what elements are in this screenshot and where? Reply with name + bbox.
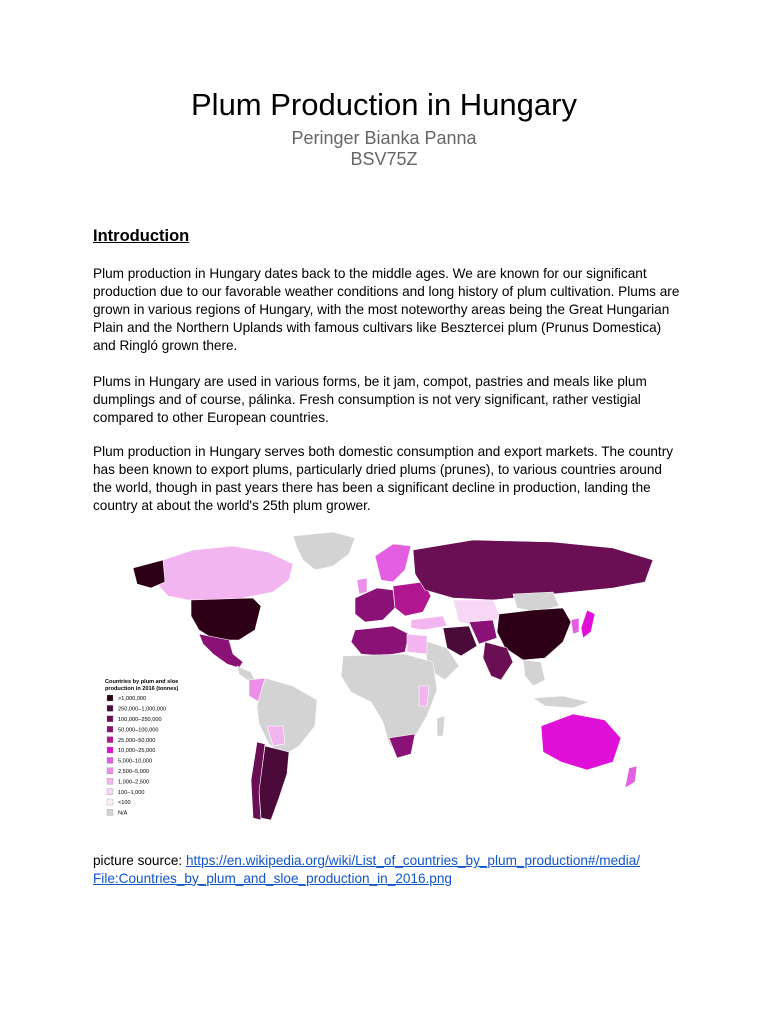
map-egypt (407, 634, 427, 654)
paragraph-3: Plum production in Hungary serves both domestic consumption and export markets. The country has been known to export plums, particularly dried plums (prunes), to various countries around the world, though in past years there has been a significant decline in production, landing the country at about the world's 25th plum grower. (93, 444, 674, 513)
map-madagascar (437, 716, 445, 736)
map-russia (413, 540, 653, 600)
section-heading: Introduction (93, 227, 190, 245)
map-uk (357, 578, 367, 594)
map-greenland (293, 532, 355, 570)
legend-swatch (107, 747, 113, 753)
map-alaska (133, 560, 165, 588)
map-scandinavia (375, 544, 411, 582)
source-label: picture source: (93, 853, 186, 868)
map-south-america (257, 678, 317, 756)
legend-title-line1: Countries by plum and sloe (105, 679, 179, 685)
map-east-africa (419, 686, 429, 706)
legend-label: 25,000–50,000 (118, 737, 156, 744)
paragraph-1: Plum production in Hungary dates back to the middle ages. We are known for our significant production due to our favorable weather conditions and long history of plum cultivation. Plums are grown in various regions of Hungary, with the most noteworthy areas being the Great Hungarian Plain and the Northern Uplands with famous cultivars like Besztercei plum (Prunus Domestica) and Ringló grown there. (93, 266, 680, 353)
legend-swatch (107, 705, 113, 711)
legend-label: <100 (118, 800, 131, 807)
map-usa (191, 598, 261, 640)
document-title: Plum Production in Hungary (191, 87, 577, 122)
source-link-line2: File:Countries_by_plum_and_sloe_production_in_2016.png (93, 870, 452, 886)
map-indonesia (533, 696, 589, 708)
map-korea (571, 618, 579, 634)
map-new-zealand (625, 766, 637, 788)
legend-label: 100–1,000 (118, 789, 145, 796)
legend-label: N/A (118, 810, 128, 817)
picture-source (93, 852, 693, 887)
map-japan (581, 610, 595, 638)
legend-label: 5,000–10,000 (118, 758, 153, 765)
map-south-africa (389, 734, 415, 758)
map-central-america (237, 666, 255, 680)
source-link-line1: https://en.wikipedia.org/wiki/List_of_countries_by_plum_production#/media/ (185, 853, 641, 868)
paragraph-2: Plums in Hungary are used in various forms, be it jam, compot, pastries and meals like plum dumplings and of course, pálinka. Fresh consumption is not very significant, rather vestigial compared to other European countries. (93, 374, 647, 425)
legend-label: 2,500–5,000 (118, 769, 150, 775)
student-code: BSV75Z (350, 149, 418, 169)
legend-title-line2: production in 2016 (tonnes) (105, 686, 179, 692)
world-map-image (93, 530, 679, 832)
world-plum-production-map (93, 530, 679, 832)
legend-label: 250,000–1,000,000 (118, 706, 167, 713)
legend-swatch (107, 757, 113, 763)
legend-label: 10,000–25,000 (118, 748, 156, 755)
legend-swatch (107, 737, 113, 743)
legend-swatch (107, 789, 113, 795)
legend-label: 50,000–100,000 (118, 727, 159, 734)
legend-swatch (107, 799, 113, 805)
legend-label: 100,000–250,000 (118, 717, 162, 723)
map-australia (541, 714, 621, 770)
map-southeast-asia (523, 660, 545, 686)
legend-swatch (107, 716, 113, 722)
map-north-africa (351, 626, 409, 656)
map-turkey (411, 616, 447, 630)
legend-swatch (107, 768, 113, 774)
legend-swatch (107, 726, 113, 732)
legend-swatch (107, 695, 113, 701)
legend-label: >1,000,000 (118, 696, 147, 703)
author-name: Peringer Bianka Panna (291, 128, 477, 148)
legend-swatch (107, 778, 113, 784)
map-legend (105, 679, 178, 817)
map-canada (155, 546, 293, 600)
legend-swatch (107, 809, 113, 815)
legend-label: 1,000–2,500 (118, 779, 150, 786)
